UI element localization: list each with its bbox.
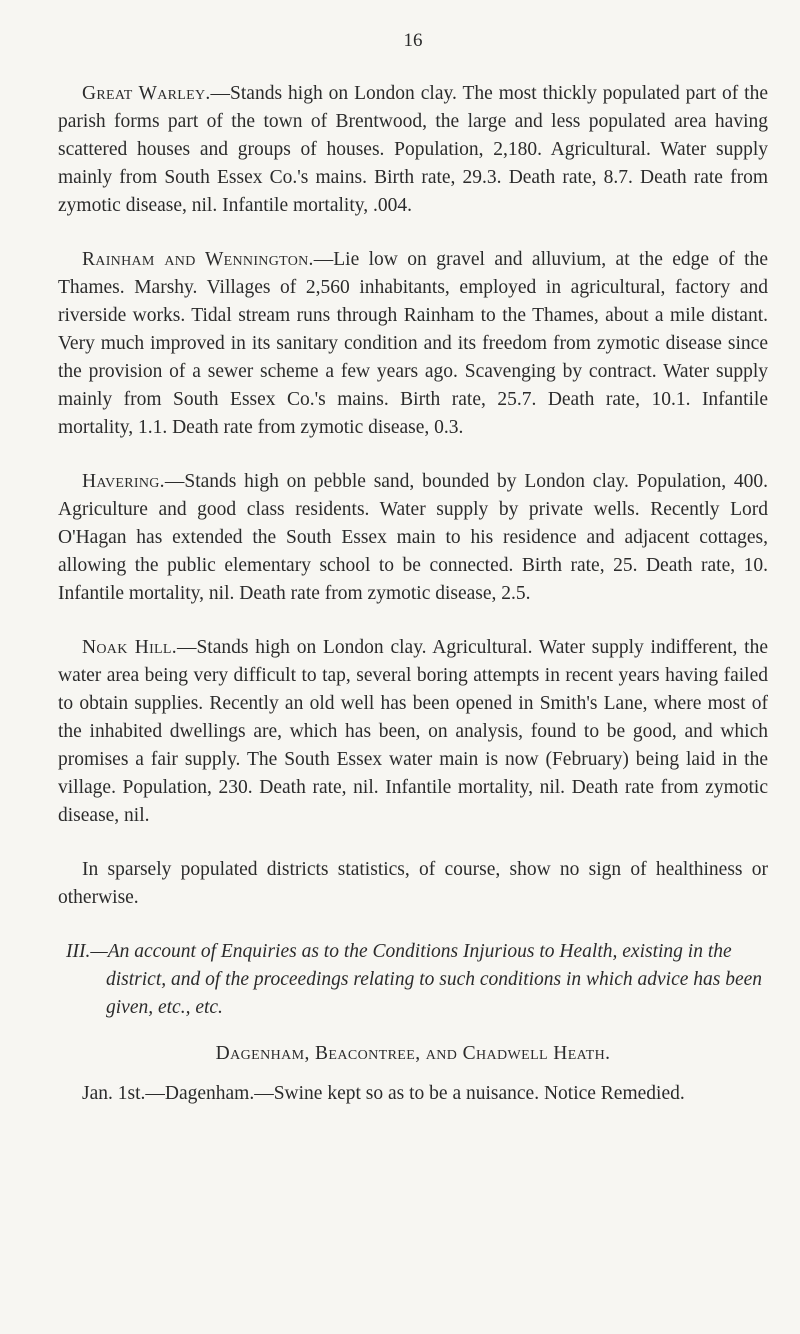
- entry-havering: [58, 468, 768, 608]
- final-entry: Jan. 1st.—Dagenham.—Swine kept so as to be a nuisance. Notice Remedied.: [82, 1083, 685, 1104]
- place-name: Noak Hill.: [82, 637, 177, 658]
- district-heading: Dagenham, Beacontree, and Chadwell Heath.: [215, 1043, 611, 1064]
- place-name: Havering.: [82, 471, 165, 492]
- entry-noak-hill: [58, 634, 768, 830]
- place-name: Great Warley.: [82, 83, 211, 104]
- entry-great-warley: [58, 80, 768, 220]
- entry-text: —Stands high on pebble sand, bounded by London clay. Population, 400. Agriculture and good class residents. Water supply by private wells. Recently Lord O'Hagan has extended the South Essex main to his residence and adjacent cottages, allowing the public elementary school to be connected. Birth rate, 25. Death rate, 10. Infantile mortality, nil. Death rate from zymotic disease, 2.5.: [58, 471, 768, 604]
- document-page: [58, 0, 768, 1134]
- section-heading: III.—An account of Enquiries as to the Conditions Injurious to Health, existing in the district, and of the proceedings relating to such conditions in which advice has been given, etc., etc.: [66, 941, 763, 1018]
- entry-rainham-wennington: [58, 246, 768, 442]
- entry-text: —Lie low on gravel and alluvium, at the edge of the Thames. Marshy. Villages of 2,560 inhabitants, employed in agricultural, factory and riverside works. Tidal stream runs through Rainham to the Thames, about a mile distant. Very much improved in its sanitary condition and its freedom from zymotic disease since the provision of a sewer scheme a few years ago. Scavenging by contract. Water supply mainly from South Essex Co.'s mains. Birth rate, 25.7. Death rate, 10.1. Infantile mortality, 1.1. Death rate from zymotic disease, 0.3.: [58, 249, 768, 438]
- entry-text: —Stands high on London clay. The most thickly populated part of the parish forms part of the town of Brentwood, the large and less populated area having scattered houses and groups of houses. Population, 2,180. Agricultural. Water supply mainly from South Essex Co.'s mains. Birth rate, 29.3. Death rate, 8.7. Death rate from zymotic disease, nil. Infantile mortality, .004.: [58, 83, 768, 216]
- entry-text: —Stands high on London clay. Agricultural. Water supply indifferent, the water area being very difficult to tap, several boring attempts in recent years having failed to obtain supplies. Recently an old well has been opened in Smith's Lane, where most of the inhabited dwellings are, which has been, on analysis, found to be good, and which promises a fair supply. The South Essex water main is now (February) being laid in the village. Population, 230. Death rate, nil. Infantile mortality, nil. Death rate from zymotic disease, nil.: [58, 637, 768, 826]
- place-name: Rainham and Wennington.: [82, 249, 314, 270]
- page-number: 16: [403, 30, 423, 51]
- closing-paragraph: In sparsely populated districts statistics, of course, show no sign of healthiness or otherwise.: [58, 859, 768, 908]
